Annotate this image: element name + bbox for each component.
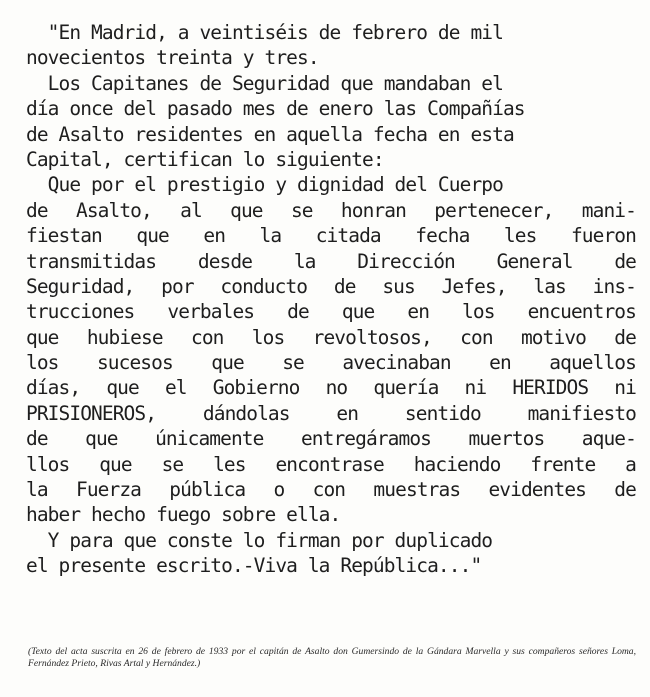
text-line: de Asalto residentes en aquella fecha en esta — [26, 122, 514, 146]
text-line: llos que se les encontrase haciendo frente a — [26, 452, 636, 476]
text-line: que hubiese con los revoltosos, con motivo de — [26, 325, 636, 349]
text-line: Seguridad, por conducto de sus Jefes, las ins- — [26, 274, 636, 298]
text-line: haber hecho fuego sobre ella. — [26, 503, 341, 527]
text-line: el presente escrito.-Viva la República..." — [26, 554, 482, 578]
text-line: de que únicamente entregáramos muertos aque- — [26, 427, 636, 451]
text-line: de Asalto, al que se honran pertenecer, mani- — [26, 198, 636, 222]
text-line: día once del pasado mes de enero las Compañías — [26, 97, 525, 121]
typewritten-certificate — [26, 20, 636, 579]
text-line: novecientos treinta y tres. — [26, 46, 319, 70]
text-line: días, que el Gobierno no quería ni HERIDOS ni — [26, 376, 636, 400]
text-line: Y para que conste lo firman por duplicado — [26, 528, 493, 552]
text-line: PRISIONEROS, dándolas en sentido manifiesto — [26, 401, 636, 425]
text-line: Capital, certifican lo siguiente: — [26, 147, 384, 171]
text-line: "En Madrid, a veintiséis de febrero de mil — [26, 21, 503, 44]
text-line: fiestan que en la citada fecha les fueron — [26, 224, 636, 248]
text-line: la Fuerza pública o con muestras evidentes de — [26, 478, 636, 502]
footnote-caption: (Texto del acta suscrita en 26 de febrero de 1933 por el capitán de Asalto don Gumersindo de la Gándara Marvella y sus compañeros señores Loma, Fernández Prieto, Rivas Artal y Hernández.) — [28, 646, 636, 669]
text-line: Que por el prestigio y dignidad del Cuerpo — [26, 173, 503, 197]
text-line: Los Capitanes de Seguridad que mandaban el — [26, 71, 503, 95]
text-line: los sucesos que se avecinaban en aquellos — [26, 351, 636, 375]
text-line: transmitidas desde la Dirección General de — [26, 249, 636, 273]
text-line: trucciones verbales de que en los encuentros — [26, 300, 636, 324]
